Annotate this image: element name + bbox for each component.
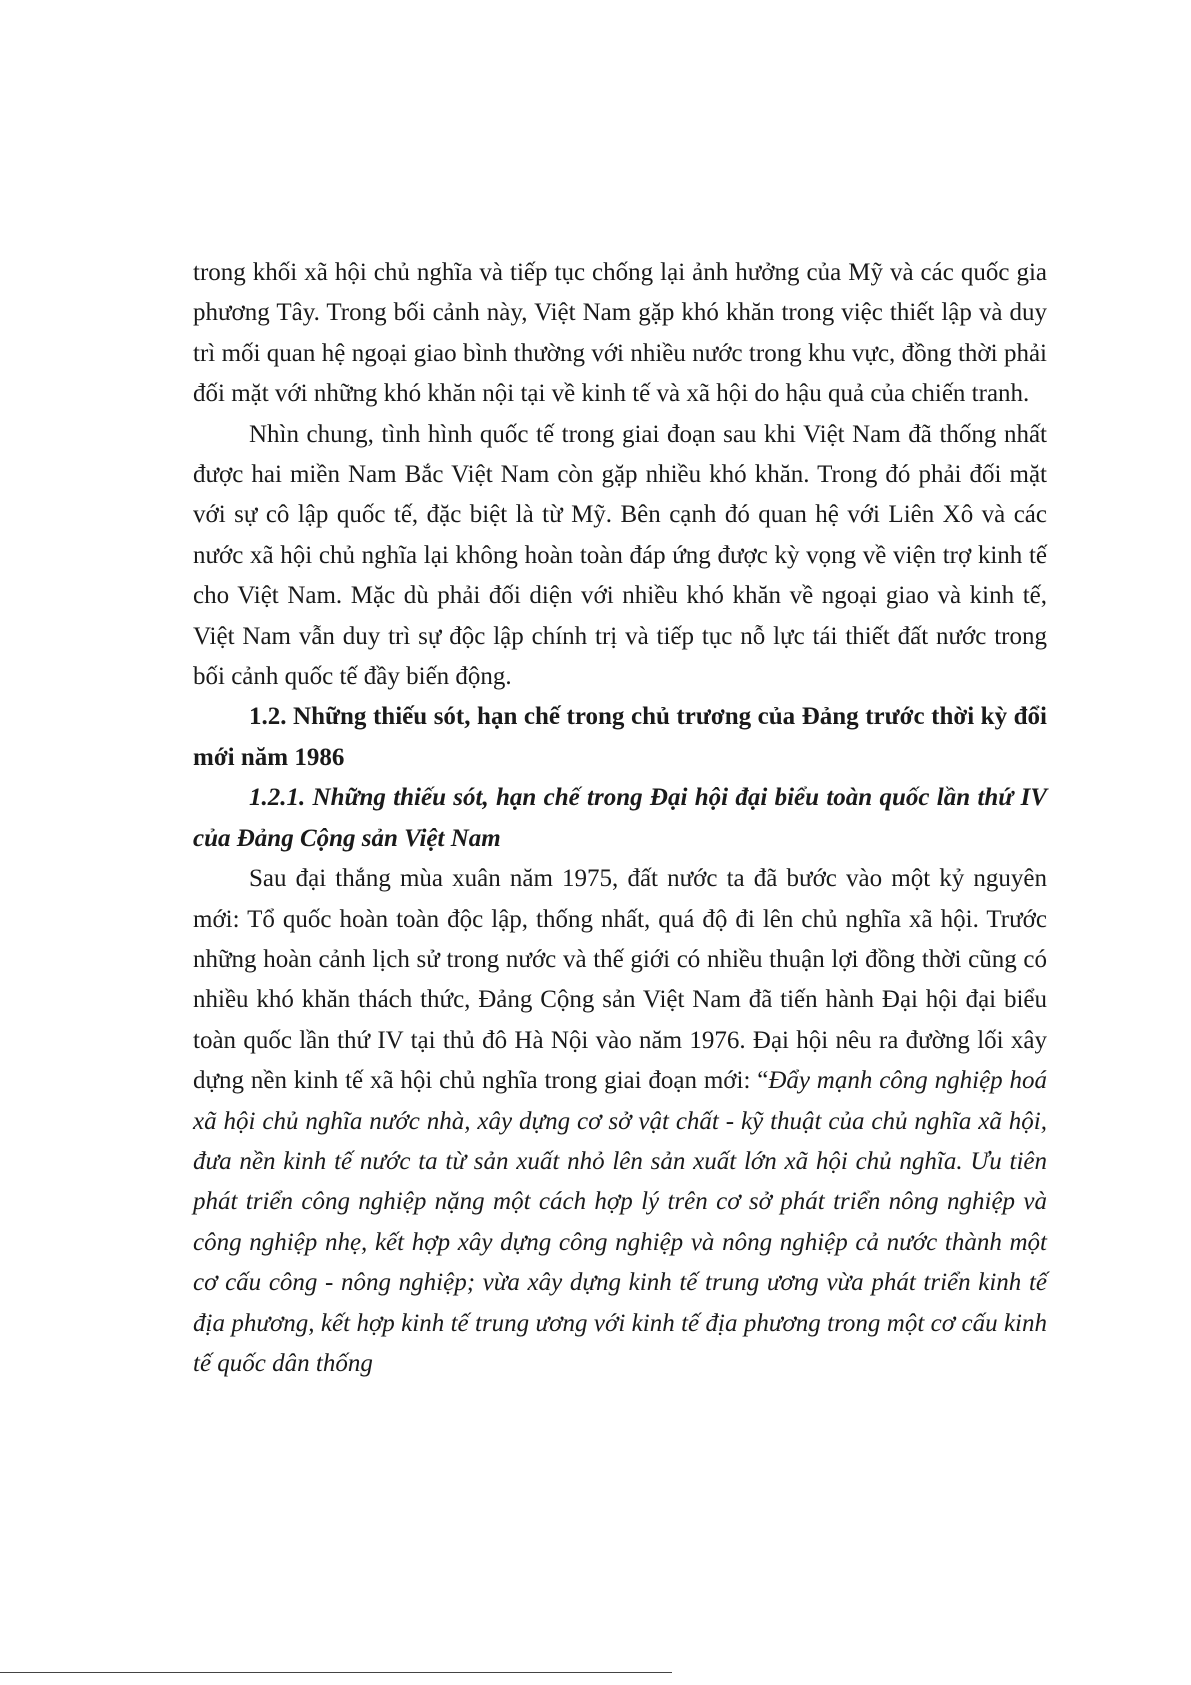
paragraph-summary: Nhìn chung, tình hình quốc tế trong giai đoạn sau khi Việt Nam đã thống nhất được hai miền Nam Bắc Việt Nam còn gặp nhiều khó khăn. Trong đó phải đối mặt với sự cô lập quốc tế, đặc biệt là từ Mỹ. Bên cạnh đó quan hệ với Liên Xô và các nước xã hội chủ nghĩa lại không hoàn toàn đáp ứng được kỳ vọng về viện trợ kinh tế cho Việt Nam. Mặc dù phải đối diện với nhiều khó khăn về ngoại giao và kinh tế, Việt Nam vẫn duy trì sự độc lập chính trị và tiếp tục nỗ lực tái thiết đất nước trong bối cảnh quốc tế đầy biến động.	[193, 420, 1047, 691]
quoted-policy-text: Đẩy mạnh công nghiệp hoá xã hội chủ nghĩa nước nhà, xây dựng cơ sở vật chất - kỹ thuật của chủ nghĩa xã hội, đưa nền kinh tế nước ta từ sản xuất nhỏ lên sản xuất lớn xã hội chủ nghĩa. Ưu tiên phát triển công nghiệp nặng một cách hợp lý trên cơ sở phát triển nông nghiệp và công nghiệp nhẹ, kết hợp xây dựng công nghiệp và nông nghiệp cả nước thành một cơ cấu công - nông nghiệp; vừa xây dựng kinh tế trung ương vừa phát triển kinh tế địa phương, kết hợp kinh tế trung ương với kinh tế địa phương trong một cơ cấu kinh tế quốc dân thống	[193, 1067, 1048, 1377]
paragraph-intro	[193, 859, 1047, 1384]
subsection-heading-1-2-1: 1.2.1. Những thiếu sót, hạn chế trong Đại hội đại biểu toàn quốc lần thứ IV của Đảng Cộng sản Việt Nam	[193, 784, 1047, 852]
section-heading-1-2: 1.2. Những thiếu sót, hạn chế trong chủ trương của Đảng trước thời kỳ đổi mới năm 1986	[193, 703, 1047, 771]
document-page	[193, 253, 1047, 1384]
paragraph-continued: trong khối xã hội chủ nghĩa và tiếp tục chống lại ảnh hưởng của Mỹ và các quốc gia phương Tây. Trong bối cảnh này, Việt Nam gặp khó khăn trong việc thiết lập và duy trì mối quan hệ ngoại giao bình thường với nhiều nước trong khu vực, đồng thời phải đối mặt với những khó khăn nội tại về kinh tế và xã hội do hậu quả của chiến tranh.	[193, 259, 1047, 408]
paragraph-intro-text: Sau đại thắng mùa xuân năm 1975, đất nước ta đã bước vào một kỷ nguyên mới: Tổ quốc hoàn toàn độc lập, thống nhất, quá độ đi lên chủ nghĩa xã hội. Trước những hoàn cảnh lịch sử trong nước và thế giới có nhiều thuận lợi đồng thời cũng có nhiều khó khăn thách thức, Đảng Cộng sản Việt Nam đã tiến hành Đại hội đại biểu toàn quốc lần thứ IV tại thủ đô Hà Nội vào năm 1976. Đại hội nêu ra đường lối xây dựng nền kinh tế xã hội chủ nghĩa trong giai đoạn mới: “	[193, 865, 1047, 1095]
footnote-divider	[0, 1672, 672, 1673]
